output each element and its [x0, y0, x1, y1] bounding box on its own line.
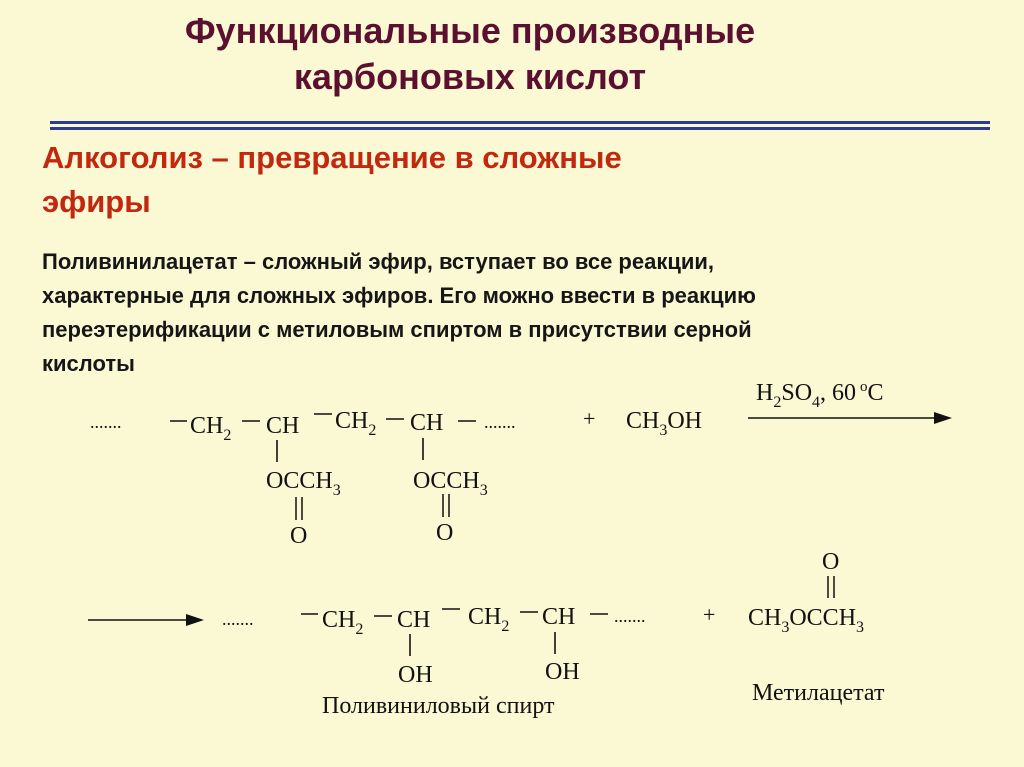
ch-group: CH: [397, 607, 431, 633]
plus-sign: +: [583, 406, 596, 431]
acetate-group: $OCCH_3$: [413, 468, 488, 499]
paragraph-line-1: Поливинилацетат – сложный эфир, вступает во все реакции,: [42, 249, 715, 274]
continuation-arrow-head: [186, 614, 204, 626]
chain-dots-right: .......: [484, 412, 516, 432]
chain-dots-right: .......: [614, 606, 646, 626]
ch-group: CH: [266, 413, 300, 439]
paragraph-line-4: кислоты: [42, 351, 135, 376]
catalyst-conditions: $H_2SO_4$, 60 $^o$C: [756, 379, 884, 411]
hydroxyl-group: OH: [398, 662, 433, 688]
chain-dots-left: .......: [222, 609, 254, 629]
reaction-arrow-head: [934, 412, 952, 424]
ch-group: CH: [542, 604, 576, 630]
methyl-acetate-formula: $CH_3OCCH_3$: [748, 605, 865, 636]
carbonyl-oxygen: O: [822, 549, 840, 575]
paragraph-line-2: характерные для сложных эфиров. Его можно ввести в реакцию: [42, 283, 756, 308]
paragraph-line-3: переэтерификации с метиловым спиртом в присутствии серной: [42, 317, 752, 342]
chain-dots-left: .......: [90, 412, 122, 432]
ch2-group: $CH_2$: [322, 607, 364, 638]
subtitle-line-1: Алкоголиз – превращение в сложные: [42, 140, 622, 175]
hydroxyl-group: OH: [545, 659, 580, 685]
product-name-methyl-acetate: Метилацетат: [752, 680, 885, 706]
ch2-group: $CH_2$: [190, 413, 232, 444]
carbonyl-oxygen: O: [290, 523, 308, 549]
carbonyl-oxygen: O: [436, 520, 454, 546]
product-name-polyvinyl-alcohol: Поливиниловый спирт: [322, 693, 555, 719]
acetate-group: $OCCH_3$: [266, 468, 341, 499]
ch-group: CH: [410, 410, 444, 436]
ch2-group: $CH_2$: [335, 408, 377, 439]
plus-sign: +: [703, 602, 716, 627]
subtitle-line-2: эфиры: [42, 184, 151, 219]
title-line-1: Функциональные производные: [184, 10, 756, 51]
methanol: $CH_3OH$: [626, 408, 703, 439]
ch2-group: $CH_2$: [468, 604, 510, 635]
title-line-2: карбоновых кислот: [293, 56, 647, 97]
